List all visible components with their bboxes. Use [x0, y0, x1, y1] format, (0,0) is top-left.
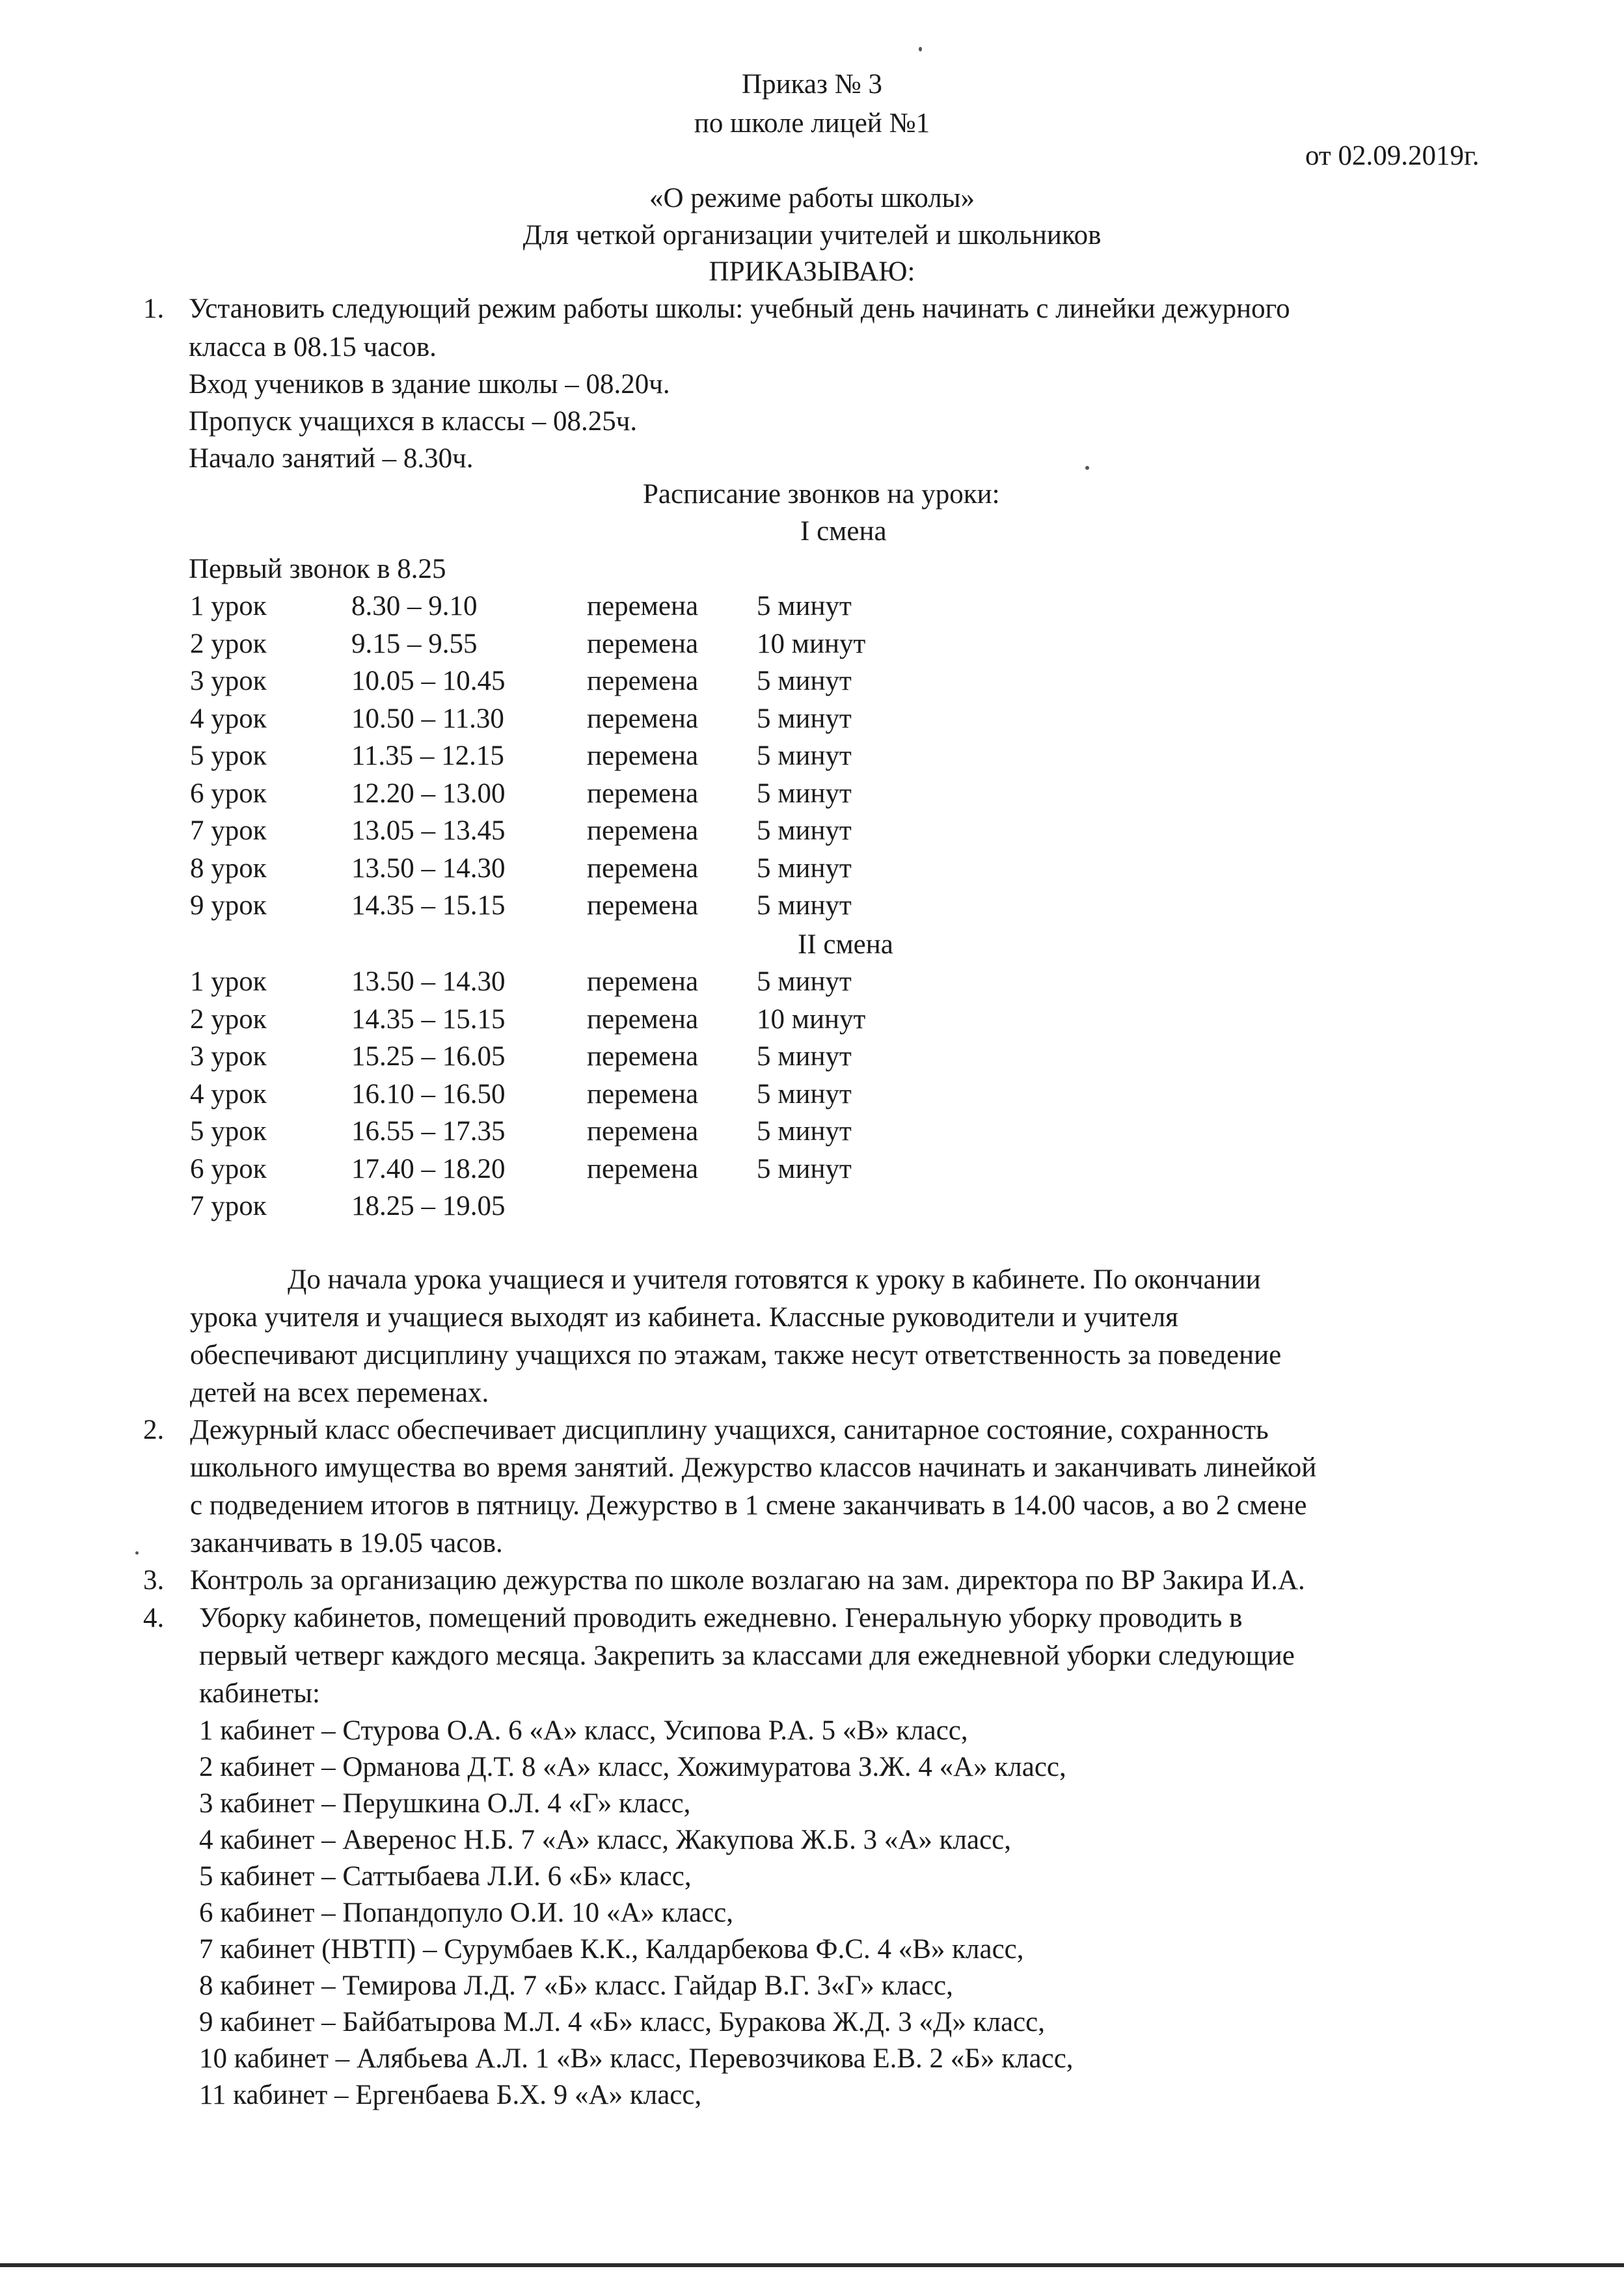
- room-assignment: 7 кабинет (НВТП) – Сурумбаев К.К., Калдарбекова Ф.С. 4 «В» класс,: [199, 1934, 1024, 1965]
- break-duration: 5 минут: [757, 703, 852, 734]
- break-label: перемена: [587, 852, 699, 884]
- break-duration: 5 минут: [757, 815, 852, 846]
- lesson-time: 13.05 – 13.45: [351, 815, 506, 846]
- admission-time: Пропуск учащихся в классы – 08.25ч.: [189, 406, 638, 437]
- lesson-time: 17.40 – 18.20: [351, 1153, 506, 1184]
- lesson-number: 6 урок: [190, 778, 267, 809]
- lesson-number: 6 урок: [190, 1153, 267, 1184]
- lesson-number: 1 урок: [190, 591, 267, 621]
- lesson-time: 12.20 – 13.00: [351, 778, 506, 809]
- page-bottom-edge: [0, 2263, 1624, 2267]
- lesson-time: 14.35 – 15.15: [351, 1003, 506, 1035]
- lesson-number: 1 урок: [190, 966, 267, 997]
- first-bell: Первый звонок в 8.25: [189, 554, 446, 584]
- break-label: перемена: [587, 703, 699, 734]
- lesson-number: 7 урок: [190, 815, 267, 846]
- scan-mark: [135, 1551, 139, 1555]
- lesson-number: 3 урок: [190, 666, 267, 696]
- lesson-time: 16.10 – 16.50: [351, 1078, 506, 1109]
- break-label: перемена: [587, 778, 699, 809]
- paragraph-line: детей на всех переменах.: [190, 1378, 489, 1408]
- break-label: перемена: [587, 1003, 699, 1035]
- paragraph-line: обеспечивают дисциплину учащихся по этажам, также несут ответственность за поведение: [190, 1340, 1282, 1370]
- start-time: Начало занятий – 8.30ч.: [189, 443, 474, 474]
- order-title: Приказ № 3: [742, 69, 882, 100]
- break-duration: 5 минут: [757, 1041, 852, 1072]
- paragraph-line: урока учителя и учащиеся выходят из кабинета. Классные руководители и учителя: [190, 1302, 1178, 1333]
- room-assignment: 2 кабинет – Орманова Д.Т. 8 «А» класс, Хожимуратова З.Ж. 4 «А» класс,: [199, 1752, 1066, 1782]
- lesson-time: 13.50 – 14.30: [351, 966, 506, 997]
- lesson-time: 14.35 – 15.15: [351, 890, 506, 921]
- item-4-number: 4.: [143, 1603, 165, 1633]
- item-1-line: класса в 08.15 часов.: [189, 332, 437, 362]
- order-subtitle: по школе лицей №1: [694, 108, 930, 139]
- lesson-time: 10.50 – 11.30: [351, 703, 504, 734]
- break-label: перемена: [587, 890, 699, 921]
- room-assignment: 8 кабинет – Темирова Л.Д. 7 «Б» класс. Гайдар В.Г. 3«Г» класс,: [199, 1970, 953, 2001]
- item-2-line: школьного имущества во время занятий. Дежурство классов начинать и заканчивать линейкой: [190, 1452, 1317, 1483]
- lesson-number: 3 урок: [190, 1041, 267, 1072]
- break-duration: 5 минут: [757, 741, 852, 771]
- item-1-line: Установить следующий режим работы школы: учебный день начинать с линейки дежурного: [189, 293, 1290, 324]
- break-duration: 10 минут: [757, 628, 866, 659]
- lesson-number: 2 урок: [190, 1003, 267, 1035]
- room-assignment: 10 кабинет – Алябьева А.Л. 1 «В» класс, Перевозчикова Е.В. 2 «Б» класс,: [199, 2043, 1074, 2074]
- lesson-number: 4 урок: [190, 703, 267, 734]
- lesson-number: 7 урок: [190, 1191, 267, 1221]
- lesson-time: 8.30 – 9.10: [351, 591, 478, 621]
- room-assignment: 11 кабинет – Ергенбаева Б.Х. 9 «А» класс,: [199, 2080, 702, 2110]
- break-duration: 5 минут: [757, 666, 852, 696]
- bell-schedule-title: Расписание звонков на уроки:: [643, 479, 1000, 510]
- room-assignment: 3 кабинет – Перушкина О.Л. 4 «Г» класс,: [199, 1788, 691, 1819]
- break-label: перемена: [587, 741, 699, 771]
- room-assignment: 9 кабинет – Байбатырова М.Л. 4 «Б» класс, Буракова Ж.Д. 3 «Д» класс,: [199, 2007, 1045, 2037]
- break-duration: 5 минут: [757, 1116, 852, 1147]
- item-2-number: 2.: [143, 1415, 165, 1445]
- item-4-line: первый четверг каждого месяца. Закрепить за классами для ежедневной уборки следующие: [199, 1640, 1295, 1671]
- paragraph-line: До начала урока учащиеся и учителя готовятся к уроку в кабинете. По окончании: [288, 1264, 1261, 1295]
- break-label: перемена: [587, 1078, 699, 1109]
- room-assignment: 1 кабинет – Стурова О.А. 6 «А» класс, Усипова Р.А. 5 «В» класс,: [199, 1715, 968, 1746]
- order-topic: «О режиме работы школы»: [649, 183, 975, 213]
- room-assignment: 4 кабинет – Аверенос Н.Б. 7 «А» класс, Жакупова Ж.Б. 3 «А» класс,: [199, 1825, 1011, 1855]
- item-3-number: 3.: [143, 1565, 165, 1596]
- break-label: перемена: [587, 1116, 699, 1147]
- item-2-line: заканчивать в 19.05 часов.: [190, 1528, 503, 1558]
- break-label: перемена: [587, 815, 699, 846]
- break-duration: 5 минут: [757, 1078, 852, 1109]
- break-label: перемена: [587, 966, 699, 997]
- break-duration: 5 минут: [757, 890, 852, 921]
- order-purpose: Для четкой организации учителей и школьников: [522, 220, 1102, 251]
- scan-mark: [1085, 466, 1089, 470]
- lesson-number: 5 урок: [190, 1116, 267, 1147]
- break-duration: 5 минут: [757, 778, 852, 809]
- entry-time: Вход учеников в здание школы – 08.20ч.: [189, 369, 670, 400]
- break-duration: 5 минут: [757, 1153, 852, 1184]
- break-duration: 10 минут: [757, 1003, 866, 1035]
- lesson-time: 9.15 – 9.55: [351, 628, 478, 659]
- break-duration: 5 минут: [757, 966, 852, 997]
- break-duration: 5 минут: [757, 591, 852, 621]
- order-date: от 02.09.2019г.: [1305, 141, 1480, 171]
- scan-mark: [919, 47, 922, 51]
- first-shift-label: I смена: [800, 516, 887, 547]
- lesson-number: 9 урок: [190, 890, 267, 921]
- item-2-line: с подведением итогов в пятницу. Дежурство в 1 смене заканчивать в 14.00 часов, а во 2 смене: [190, 1490, 1307, 1521]
- item-1-number: 1.: [143, 293, 165, 324]
- order-command: ПРИКАЗЫВАЮ:: [709, 256, 915, 287]
- lesson-time: 11.35 – 12.15: [351, 741, 504, 771]
- break-label: перемена: [587, 1153, 699, 1184]
- break-label: перемена: [587, 591, 699, 621]
- lesson-number: 8 урок: [190, 852, 267, 884]
- item-3-line: Контроль за организацию дежурства по школе возлагаю на зам. директора по ВР Закира И.А.: [190, 1565, 1305, 1596]
- break-label: перемена: [587, 1041, 699, 1072]
- room-assignment: 6 кабинет – Попандопуло О.И. 10 «А» класс,: [199, 1898, 733, 1928]
- lesson-number: 4 урок: [190, 1078, 267, 1109]
- lesson-number: 2 урок: [190, 628, 267, 659]
- break-label: перемена: [587, 666, 699, 696]
- lesson-time: 15.25 – 16.05: [351, 1041, 506, 1072]
- lesson-time: 18.25 – 19.05: [351, 1191, 506, 1221]
- second-shift-label: II смена: [798, 929, 893, 960]
- break-label: перемена: [587, 628, 699, 659]
- break-duration: 5 минут: [757, 852, 852, 884]
- item-4-line: Уборку кабинетов, помещений проводить ежедневно. Генеральную уборку проводить в: [199, 1603, 1243, 1633]
- room-assignment: 5 кабинет – Саттыбаева Л.И. 6 «Б» класс,: [199, 1861, 692, 1892]
- lesson-time: 13.50 – 14.30: [351, 852, 506, 884]
- item-4-line: кабинеты:: [199, 1678, 320, 1709]
- lesson-time: 16.55 – 17.35: [351, 1116, 506, 1147]
- item-2-line: Дежурный класс обеспечивает дисциплину учащихся, санитарное состояние, сохранность: [190, 1415, 1269, 1445]
- lesson-number: 5 урок: [190, 741, 267, 771]
- lesson-time: 10.05 – 10.45: [351, 666, 506, 696]
